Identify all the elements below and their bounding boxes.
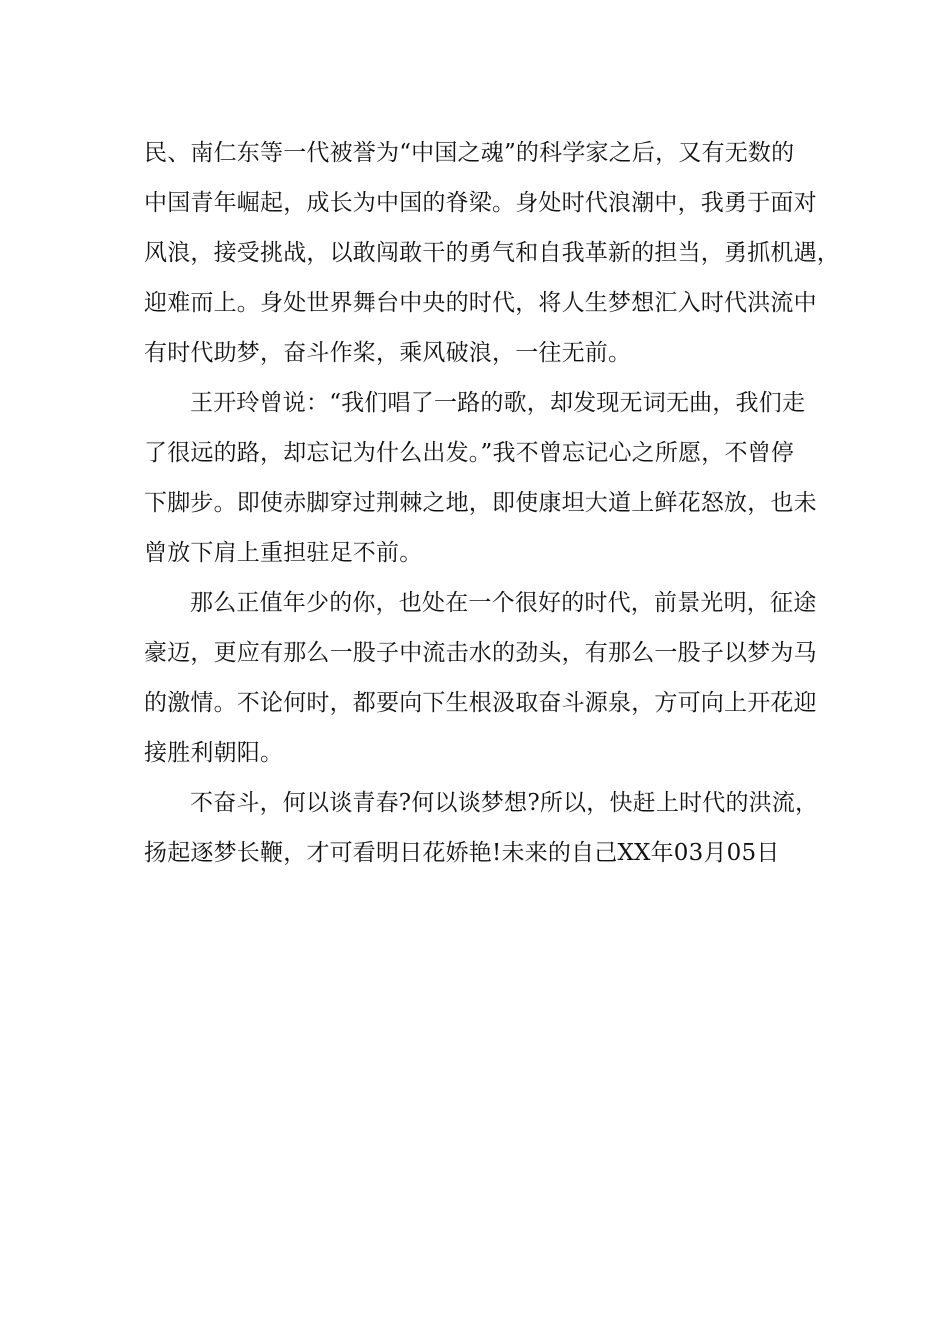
text-line: 风浪，接受挑战，以敢闯敢干的勇气和自我革新的担当，勇抓机遇， xyxy=(144,240,840,266)
text-line: 迎难而上。身处世界舞台中央的时代，将人生梦想汇入时代洪流中 xyxy=(144,290,817,316)
text-line: 有时代助梦，奋斗作桨，乘风破浪，一往无前。 xyxy=(144,340,632,366)
text-line: 民、南仁东等一代被誉为“中国之魂”的科学家之后，又有无数的 xyxy=(144,140,795,166)
text-line: 中国青年崛起，成长为中国的脊梁。身处时代浪潮中，我勇于面对 xyxy=(144,190,817,216)
paragraph-start-line: 王开玲曾说：“我们唱了一路的歌，却发现无词无曲，我们走 xyxy=(190,390,806,416)
text-line: 下脚步。即使赤脚穿过荆棘之地，即使康坦大道上鲜花怒放，也未 xyxy=(144,490,817,516)
text-line: 扬起逐梦长鞭，才可看明日花娇艳!未来的自己XX年03月05日 xyxy=(144,840,780,866)
text-line: 的激情。不论何时，都要向下生根汲取奋斗源泉，方可向上开花迎 xyxy=(144,690,817,716)
text-line: 豪迈，更应有那么一股子中流击水的劲头，有那么一股子以梦为马 xyxy=(144,640,817,666)
text-line: 了很远的路，却忘记为什么出发。”我不曾忘记心之所愿，不曾停 xyxy=(144,440,795,466)
text-line: 曾放下肩上重担驻足不前。 xyxy=(144,540,423,566)
text-line: 接胜利朝阳。 xyxy=(144,740,284,766)
paragraph-start-line: 不奋斗，何以谈青春?何以谈梦想?所以，快赶上时代的洪流， xyxy=(190,790,819,816)
paragraph-start-line: 那么正值年少的你，也处在一个很好的时代，前景光明，征途 xyxy=(190,590,817,616)
document-body xyxy=(144,128,840,878)
